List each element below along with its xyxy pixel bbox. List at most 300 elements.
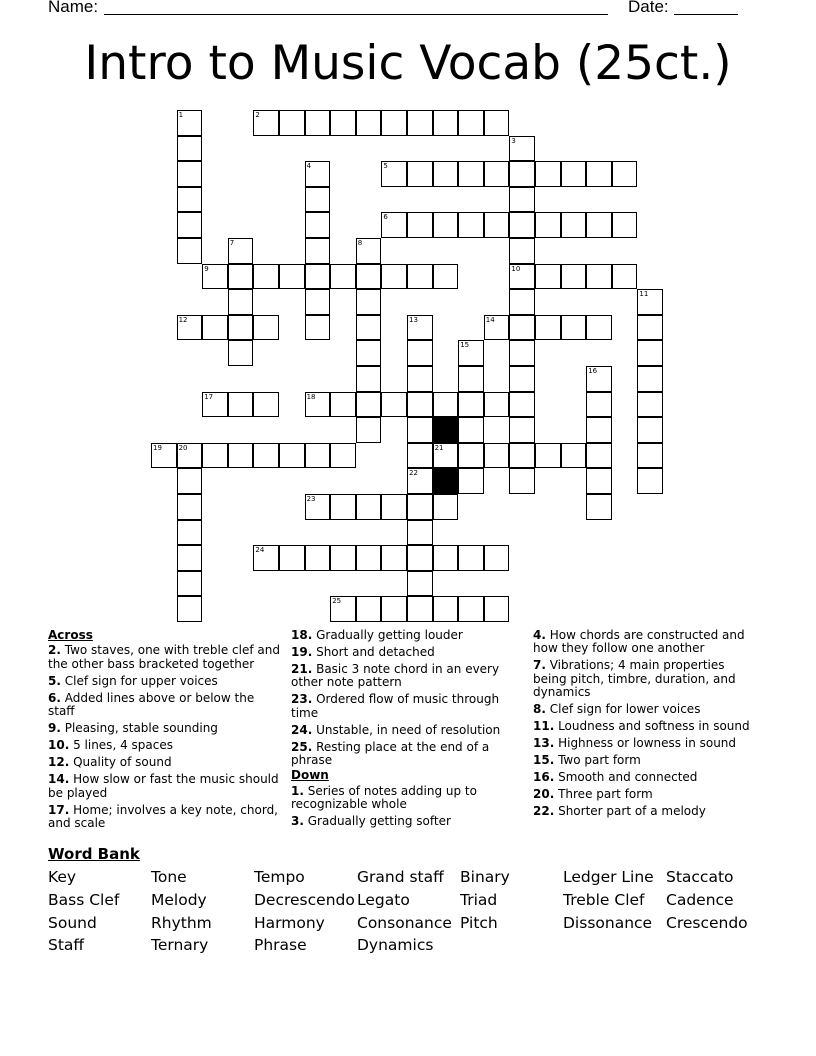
grid-cell[interactable]: [202, 315, 228, 341]
grid-cell[interactable]: [279, 264, 305, 290]
grid-cell[interactable]: [279, 545, 305, 571]
clue-text: Home; involves a key note, chord, and scale: [48, 802, 278, 831]
clue-item: [291, 741, 509, 768]
grid-cell[interactable]: [177, 443, 203, 469]
clue-text: Highness or lowness in sound: [554, 736, 737, 751]
grid-cell[interactable]: [433, 264, 459, 290]
clue-item: [48, 773, 284, 800]
clue-item: [291, 815, 509, 828]
grid-cell[interactable]: [458, 212, 484, 238]
cell-number: 20: [178, 443, 188, 452]
word-bank-word: Harmony: [254, 914, 325, 932]
grid-cell[interactable]: [484, 443, 510, 469]
grid-cell[interactable]: [535, 161, 561, 187]
grid-cell[interactable]: [509, 417, 535, 443]
grid-cell[interactable]: [305, 443, 331, 469]
clue-number: 4.: [533, 628, 546, 642]
grid-cell[interactable]: [535, 443, 561, 469]
grid-cell[interactable]: [356, 392, 382, 418]
grid-cell[interactable]: [586, 417, 612, 443]
grid-cell[interactable]: [433, 596, 459, 622]
word-bank-word: Grand staff: [357, 868, 444, 886]
clue-item: [291, 646, 509, 659]
clue-item: [533, 659, 753, 699]
clue-text: Smooth and connected: [554, 770, 698, 785]
grid-cell[interactable]: [407, 494, 433, 520]
name-label: Name:: [48, 0, 99, 16]
grid-cell[interactable]: [407, 520, 433, 546]
grid-cell[interactable]: [561, 264, 587, 290]
grid-cell[interactable]: [381, 545, 407, 571]
grid-cell[interactable]: [381, 494, 407, 520]
down-clues-list-cont: [533, 629, 753, 819]
cell-number: 5: [383, 162, 388, 171]
grid-cell[interactable]: [612, 264, 638, 290]
clue-text: Quality of sound: [69, 755, 172, 770]
clue-text: Two staves, one with treble clef and the other bass bracketed together: [48, 643, 280, 671]
grid-cell[interactable]: [177, 187, 203, 213]
grid-cell[interactable]: [458, 417, 484, 443]
grid-cell[interactable]: [484, 596, 510, 622]
grid-cell[interactable]: [637, 315, 663, 341]
grid-cell[interactable]: [356, 494, 382, 520]
grid-cell[interactable]: [177, 238, 203, 264]
grid-cell[interactable]: [202, 264, 228, 290]
clue-number: 12.: [48, 755, 70, 770]
clue-item: [533, 788, 753, 801]
clue-number: 18.: [291, 628, 313, 642]
clue-item: [533, 703, 753, 716]
word-bank-word: Legato: [357, 891, 410, 909]
grid-cell[interactable]: [407, 161, 433, 187]
grid-cell[interactable]: [509, 212, 535, 238]
grid-cell[interactable]: [509, 238, 535, 264]
grid-cell[interactable]: [637, 392, 663, 418]
clue-number: 23.: [291, 692, 313, 707]
grid-cell[interactable]: [356, 289, 382, 315]
grid-cell[interactable]: [407, 264, 433, 290]
clue-text: Shorter part of a melody: [554, 804, 706, 819]
grid-cell[interactable]: [330, 596, 356, 622]
grid-cell[interactable]: [356, 340, 382, 366]
cell-number: 2: [255, 111, 260, 119]
clue-text: Gradually getting louder: [312, 628, 463, 642]
grid-cell[interactable]: [407, 417, 433, 443]
grid-cell[interactable]: [253, 545, 279, 571]
clue-text: How chords are constructed and how they follow one another: [533, 628, 745, 656]
grid-cell[interactable]: [356, 238, 382, 264]
grid-cell[interactable]: [279, 443, 305, 469]
cell-number: 9: [204, 264, 209, 273]
word-bank-word: Pitch: [460, 914, 498, 932]
clue-text: Clef sign for lower voices: [545, 702, 701, 717]
grid-cell[interactable]: [381, 392, 407, 418]
cell-number: 23: [306, 495, 316, 503]
cell-number: 19: [153, 443, 162, 452]
grid-cell[interactable]: [228, 443, 254, 469]
grid-cell[interactable]: [561, 212, 587, 238]
grid-cell[interactable]: [433, 161, 459, 187]
grid-cell[interactable]: [586, 468, 612, 494]
grid-cell[interactable]: [253, 392, 279, 418]
grid-cell[interactable]: [407, 212, 433, 238]
grid-cell[interactable]: [356, 110, 382, 136]
grid-cell[interactable]: [305, 494, 331, 520]
cell-number: 22: [409, 469, 418, 478]
grid-cell[interactable]: [586, 366, 612, 392]
grid-cell[interactable]: [381, 264, 407, 290]
clue-item: [533, 771, 753, 784]
clue-number: 19.: [291, 645, 313, 659]
grid-cell[interactable]: [177, 596, 203, 622]
grid-cell[interactable]: [433, 110, 459, 136]
grid-cell[interactable]: [484, 110, 510, 136]
cell-number: 14: [485, 315, 495, 324]
clue-item: [48, 722, 284, 735]
grid-cell[interactable]: [458, 392, 484, 418]
grid-cell[interactable]: [509, 340, 535, 366]
grid-cell[interactable]: [561, 315, 587, 341]
grid-cell[interactable]: [433, 443, 459, 469]
grid-cell[interactable]: [535, 264, 561, 290]
clue-text: Clef sign for upper voices: [60, 673, 218, 688]
cell-number: 1: [178, 111, 184, 119]
clues-column-1: [48, 629, 284, 834]
grid-cell[interactable]: [305, 161, 331, 187]
clue-number: 11.: [533, 719, 555, 734]
name-field-line[interactable]: [104, 14, 608, 15]
cell-number: 10: [511, 264, 521, 273]
grid-cell[interactable]: [637, 366, 663, 392]
cell-number: 11: [639, 290, 649, 299]
clue-item: [533, 737, 753, 750]
clue-text: Series of notes adding up to recognizable whole: [291, 783, 477, 812]
grid-cell[interactable]: [509, 161, 535, 187]
word-bank-word: Crescendo: [666, 914, 748, 932]
grid-cell[interactable]: [305, 238, 331, 264]
grid-cell[interactable]: [637, 340, 663, 366]
grid-cell[interactable]: [407, 443, 433, 469]
clue-item: [291, 785, 509, 812]
clue-text: Two part form: [554, 753, 641, 768]
across-clues-list-cont: [291, 629, 509, 768]
grid-cell[interactable]: [407, 468, 433, 494]
grid-cell[interactable]: [305, 187, 331, 213]
grid-cell[interactable]: [484, 392, 510, 418]
header: [48, 0, 768, 20]
grid-cell[interactable]: [228, 392, 254, 418]
clue-item: [533, 629, 753, 656]
clue-text: Pleasing, stable sounding: [60, 721, 218, 736]
grid-cell[interactable]: [253, 315, 279, 341]
clue-item: [48, 675, 284, 688]
cell-number: 15: [460, 341, 470, 350]
grid-cell[interactable]: [330, 545, 356, 571]
grid-cell[interactable]: [253, 443, 279, 469]
grid-cell[interactable]: [330, 494, 356, 520]
grid-cell[interactable]: [177, 571, 203, 597]
cell-number: 21: [434, 443, 444, 452]
grid-cell[interactable]: [407, 110, 433, 136]
clues-column-3: [533, 629, 753, 822]
grid-cell[interactable]: [509, 468, 535, 494]
across-heading: Across: [48, 628, 93, 642]
grid-cell[interactable]: [484, 161, 510, 187]
grid-cell[interactable]: [637, 417, 663, 443]
clue-item: [533, 805, 753, 818]
date-field-line[interactable]: [674, 14, 738, 15]
grid-cell[interactable]: [228, 238, 254, 264]
clue-number: 16.: [533, 770, 555, 785]
grid-cell[interactable]: [561, 161, 587, 187]
cell-number: 7: [229, 239, 235, 247]
grid-cell[interactable]: [177, 161, 203, 187]
clue-number: 13.: [533, 736, 555, 751]
grid-cell[interactable]: [356, 366, 382, 392]
word-bank-word: Staccato: [666, 868, 734, 886]
grid-cell[interactable]: [407, 571, 433, 597]
clues-column-2: [291, 629, 509, 832]
clue-text: Added lines above or below the staff: [48, 690, 255, 719]
grid-cell[interactable]: [228, 340, 254, 366]
word-bank-word: Cadence: [666, 891, 734, 909]
cell-number: 18: [306, 392, 316, 401]
word-bank-word: Bass Clef: [48, 891, 120, 909]
grid-cell[interactable]: [330, 110, 356, 136]
grid-cell[interactable]: [586, 392, 612, 418]
grid-cell[interactable]: [484, 315, 510, 341]
cell-number: 24: [255, 546, 265, 555]
grid-cell[interactable]: [177, 136, 203, 162]
clue-item: [48, 804, 284, 831]
grid-cell[interactable]: [458, 110, 484, 136]
clue-number: 3.: [291, 814, 304, 829]
word-bank-word: Sound: [48, 914, 97, 932]
grid-cell[interactable]: [458, 161, 484, 187]
grid-cell[interactable]: [509, 366, 535, 392]
grid-cell[interactable]: [356, 264, 382, 290]
clue-item: [533, 754, 753, 767]
grid-cell[interactable]: [305, 545, 331, 571]
grid-cell[interactable]: [305, 392, 331, 418]
grid-cell[interactable]: [177, 545, 203, 571]
clue-item: [48, 692, 284, 719]
clue-text: Ordered flow of music through time: [291, 692, 500, 720]
word-bank-word: Phrase: [254, 936, 307, 954]
grid-cell[interactable]: [458, 340, 484, 366]
clue-text: How slow or fast the music should be played: [48, 772, 279, 800]
clue-number: 25.: [291, 739, 313, 754]
word-bank-word: Triad: [460, 891, 498, 909]
clue-number: 7.: [533, 658, 546, 673]
grid-cell[interactable]: [484, 545, 510, 571]
grid-cell[interactable]: [330, 392, 356, 418]
grid-cell[interactable]: [253, 110, 279, 136]
grid-cell[interactable]: [433, 545, 459, 571]
grid-cell[interactable]: [509, 392, 535, 418]
grid-cell[interactable]: [586, 443, 612, 469]
grid-cell[interactable]: [433, 392, 459, 418]
grid-cell[interactable]: [433, 494, 459, 520]
word-bank-word: Ledger Line: [563, 868, 654, 886]
word-bank-word: Key: [48, 868, 77, 886]
clue-number: 15.: [533, 753, 555, 768]
grid-cell[interactable]: [305, 110, 331, 136]
clue-text: Resting place at the end of a phrase: [291, 739, 490, 768]
grid-cell[interactable]: [458, 596, 484, 622]
clue-number: 24.: [291, 722, 313, 737]
cell-number: 4: [306, 162, 312, 171]
grid-cell[interactable]: [586, 494, 612, 520]
grid-cell[interactable]: [202, 392, 228, 418]
cell-number: 6: [383, 213, 388, 222]
clue-number: 1.: [291, 783, 304, 798]
grid-cell[interactable]: [509, 443, 535, 469]
grid-cell[interactable]: [177, 494, 203, 520]
page-title: Intro to Music Vocab (25ct.): [84, 36, 732, 91]
clue-item: [291, 629, 509, 642]
clue-text: 5 lines, 4 spaces: [69, 738, 173, 753]
grid-cell[interactable]: [177, 468, 203, 494]
grid-cell[interactable]: [586, 264, 612, 290]
clue-item: [48, 756, 284, 769]
grid-cell[interactable]: [305, 315, 331, 341]
clue-number: 5.: [48, 673, 61, 688]
cell-number: 12: [178, 315, 188, 324]
clue-text: Loudness and softness in sound: [554, 719, 750, 734]
word-bank-word: Staff: [48, 936, 85, 954]
grid-cell[interactable]: [356, 545, 382, 571]
word-bank-word: Tone: [151, 868, 187, 886]
grid-cell[interactable]: [535, 212, 561, 238]
grid-cell[interactable]: [177, 520, 203, 546]
grid-cell[interactable]: [279, 110, 305, 136]
grid-cell[interactable]: [305, 212, 331, 238]
grid-cell[interactable]: [458, 443, 484, 469]
grid-cell[interactable]: [177, 110, 203, 136]
clue-item: [291, 724, 509, 737]
clue-text: Three part form: [554, 787, 653, 802]
date-label: Date:: [628, 0, 669, 16]
grid-cell[interactable]: [484, 212, 510, 238]
clue-number: 6.: [48, 690, 61, 705]
clue-item: [48, 739, 284, 752]
word-bank-word: Tempo: [254, 868, 305, 886]
grid-cell[interactable]: [407, 315, 433, 341]
grid-cell[interactable]: [509, 136, 535, 162]
grid-cell[interactable]: [177, 315, 203, 341]
clue-number: 14.: [48, 772, 70, 787]
grid-cell[interactable]: [253, 264, 279, 290]
word-bank-title: Word Bank: [48, 845, 140, 863]
word-bank-word: Dissonance: [563, 914, 653, 932]
grid-cell[interactable]: [151, 443, 177, 469]
cell-number: 13: [409, 315, 418, 324]
clue-text: Unstable, in need of resolution: [312, 722, 501, 737]
blocked-cell: [433, 468, 459, 494]
grid-cell[interactable]: [356, 417, 382, 443]
grid-cell[interactable]: [561, 443, 587, 469]
cell-number: 16: [588, 367, 598, 375]
grid-cell[interactable]: [433, 212, 459, 238]
clue-item: [533, 720, 753, 733]
grid-cell[interactable]: [381, 212, 407, 238]
grid-cell[interactable]: [535, 315, 561, 341]
grid-cell[interactable]: [407, 366, 433, 392]
grid-cell[interactable]: [305, 289, 331, 315]
clue-number: 2.: [48, 643, 61, 658]
clue-item: [291, 663, 509, 690]
grid-cell[interactable]: [458, 468, 484, 494]
grid-cell[interactable]: [637, 289, 663, 315]
clue-item: [291, 693, 509, 720]
clue-number: 22.: [533, 804, 555, 819]
clue-item: [48, 644, 284, 671]
grid-cell[interactable]: [612, 161, 638, 187]
word-bank-word: Rhythm: [151, 914, 212, 932]
clue-number: 10.: [48, 738, 70, 753]
grid-cell[interactable]: [381, 110, 407, 136]
grid-cell[interactable]: [381, 161, 407, 187]
grid-cell[interactable]: [407, 340, 433, 366]
grid-cell[interactable]: [509, 264, 535, 290]
word-bank-word: Treble Clef: [563, 891, 645, 909]
grid-cell[interactable]: [228, 315, 254, 341]
grid-cell[interactable]: [637, 468, 663, 494]
grid-cell[interactable]: [202, 443, 228, 469]
grid-cell[interactable]: [509, 289, 535, 315]
grid-cell[interactable]: [586, 212, 612, 238]
grid-cell[interactable]: [407, 392, 433, 418]
grid-cell[interactable]: [228, 289, 254, 315]
grid-cell[interactable]: [330, 443, 356, 469]
word-bank-word: Decrescendo: [254, 891, 355, 909]
down-heading: Down: [291, 768, 329, 783]
grid-cell[interactable]: [330, 264, 356, 290]
word-bank-word: Binary: [460, 868, 510, 886]
grid-cell[interactable]: [458, 545, 484, 571]
cell-number: 3: [511, 136, 516, 145]
across-clues-list: [48, 644, 284, 830]
clue-number: 9.: [48, 721, 61, 736]
grid-cell[interactable]: [356, 596, 382, 622]
cell-number: 8: [357, 239, 363, 247]
word-bank-word: Ternary: [151, 936, 209, 954]
grid-cell[interactable]: [586, 315, 612, 341]
grid-cell[interactable]: [637, 443, 663, 469]
grid-cell[interactable]: [509, 315, 535, 341]
grid-cell[interactable]: [509, 187, 535, 213]
grid-cell[interactable]: [612, 212, 638, 238]
clue-text: Short and detached: [312, 645, 435, 659]
grid-cell[interactable]: [177, 212, 203, 238]
blocked-cell: [433, 417, 459, 443]
clue-text: Gradually getting softer: [303, 814, 451, 829]
clue-number: 21.: [291, 662, 313, 676]
word-bank-word: Consonance: [357, 914, 452, 932]
grid-cell[interactable]: [381, 596, 407, 622]
clue-number: 20.: [533, 787, 555, 802]
grid-cell[interactable]: [458, 366, 484, 392]
grid-cell[interactable]: [586, 161, 612, 187]
grid-cell[interactable]: [228, 264, 254, 290]
grid-cell[interactable]: [305, 264, 331, 290]
grid-cell[interactable]: [407, 545, 433, 571]
grid-cell[interactable]: [407, 596, 433, 622]
cell-number: 25: [332, 597, 342, 606]
clue-number: 8.: [533, 702, 546, 717]
grid-cell[interactable]: [356, 315, 382, 341]
